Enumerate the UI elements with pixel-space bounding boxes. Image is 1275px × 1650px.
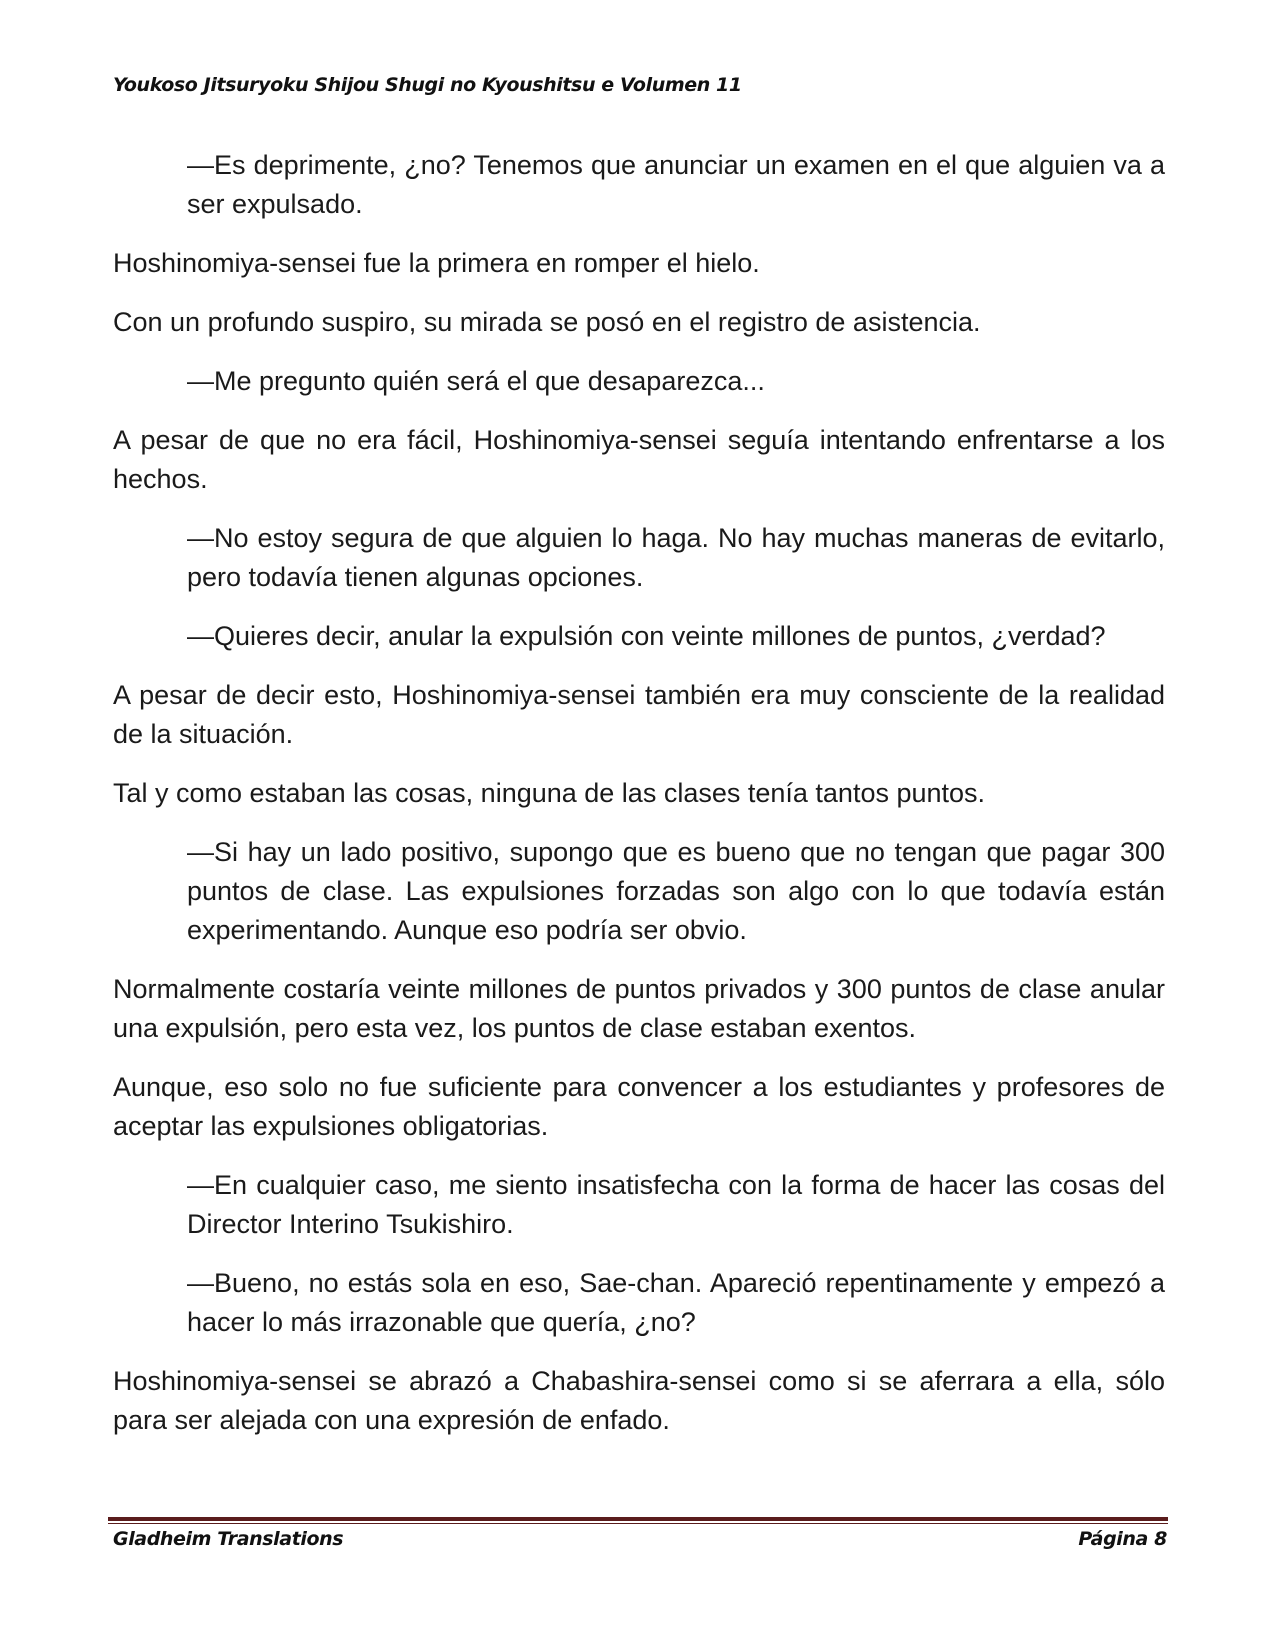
dialogue-paragraph: —No estoy segura de que alguien lo haga. No hay muchas maneras de evitarlo, pero todavía tienen algunas opciones.	[187, 523, 1165, 592]
running-header: Youkoso Jitsuryoku Shijou Shugi no Kyoushitsu e Volumen 11	[113, 74, 742, 96]
body-text	[113, 146, 1165, 1460]
narration-paragraph: Normalmente costaría veinte millones de puntos privados y 300 puntos de clase anular una expulsión, pero esta vez, los puntos de clase estaban exentos.	[113, 974, 1165, 1043]
narration-paragraph: A pesar de que no era fácil, Hoshinomiya-sensei seguía intentando enfrentarse a los hechos.	[113, 425, 1165, 494]
narration-paragraph: Tal y como estaban las cosas, ninguna de las clases tenía tantos puntos.	[113, 778, 986, 808]
dialogue-paragraph: —Es deprimente, ¿no? Tenemos que anunciar un examen en el que alguien va a ser expulsado.	[187, 150, 1165, 219]
dialogue-paragraph: —Bueno, no estás sola en eso, Sae-chan. Apareció repentinamente y empezó a hacer lo más irrazonable que quería, ¿no?	[187, 1268, 1165, 1337]
dialogue-paragraph: —En cualquier caso, me siento insatisfecha con la forma de hacer las cosas del Director Interino Tsukishiro.	[187, 1170, 1165, 1239]
narration-paragraph: Hoshinomiya-sensei se abrazó a Chabashira-sensei como si se aferrara a ella, sólo para ser alejada con una expresión de enfado.	[113, 1366, 1165, 1435]
dialogue-paragraph: —Me pregunto quién será el que desaparezca...	[187, 366, 765, 396]
dialogue-paragraph: —Quieres decir, anular la expulsión con veinte millones de puntos, ¿verdad?	[187, 621, 1106, 651]
narration-paragraph: Hoshinomiya-sensei fue la primera en romper el hielo.	[113, 248, 760, 278]
page-number: Página 8	[1078, 1528, 1167, 1550]
footer-rule	[108, 1517, 1168, 1524]
narration-paragraph: Aunque, eso solo no fue suficiente para convencer a los estudiantes y profesores de aceptar las expulsiones obligatorias.	[113, 1072, 1165, 1141]
footer-credit: Gladheim Translations	[113, 1528, 344, 1550]
narration-paragraph: A pesar de decir esto, Hoshinomiya-sensei también era muy consciente de la realidad de la situación.	[113, 680, 1165, 749]
narration-paragraph: Con un profundo suspiro, su mirada se posó en el registro de asistencia.	[113, 307, 981, 337]
dialogue-paragraph: —Si hay un lado positivo, supongo que es bueno que no tengan que pagar 300 puntos de clase. Las expulsiones forzadas son algo con lo que todavía están experimentando. Aunque eso podría ser obvio.	[187, 837, 1165, 945]
